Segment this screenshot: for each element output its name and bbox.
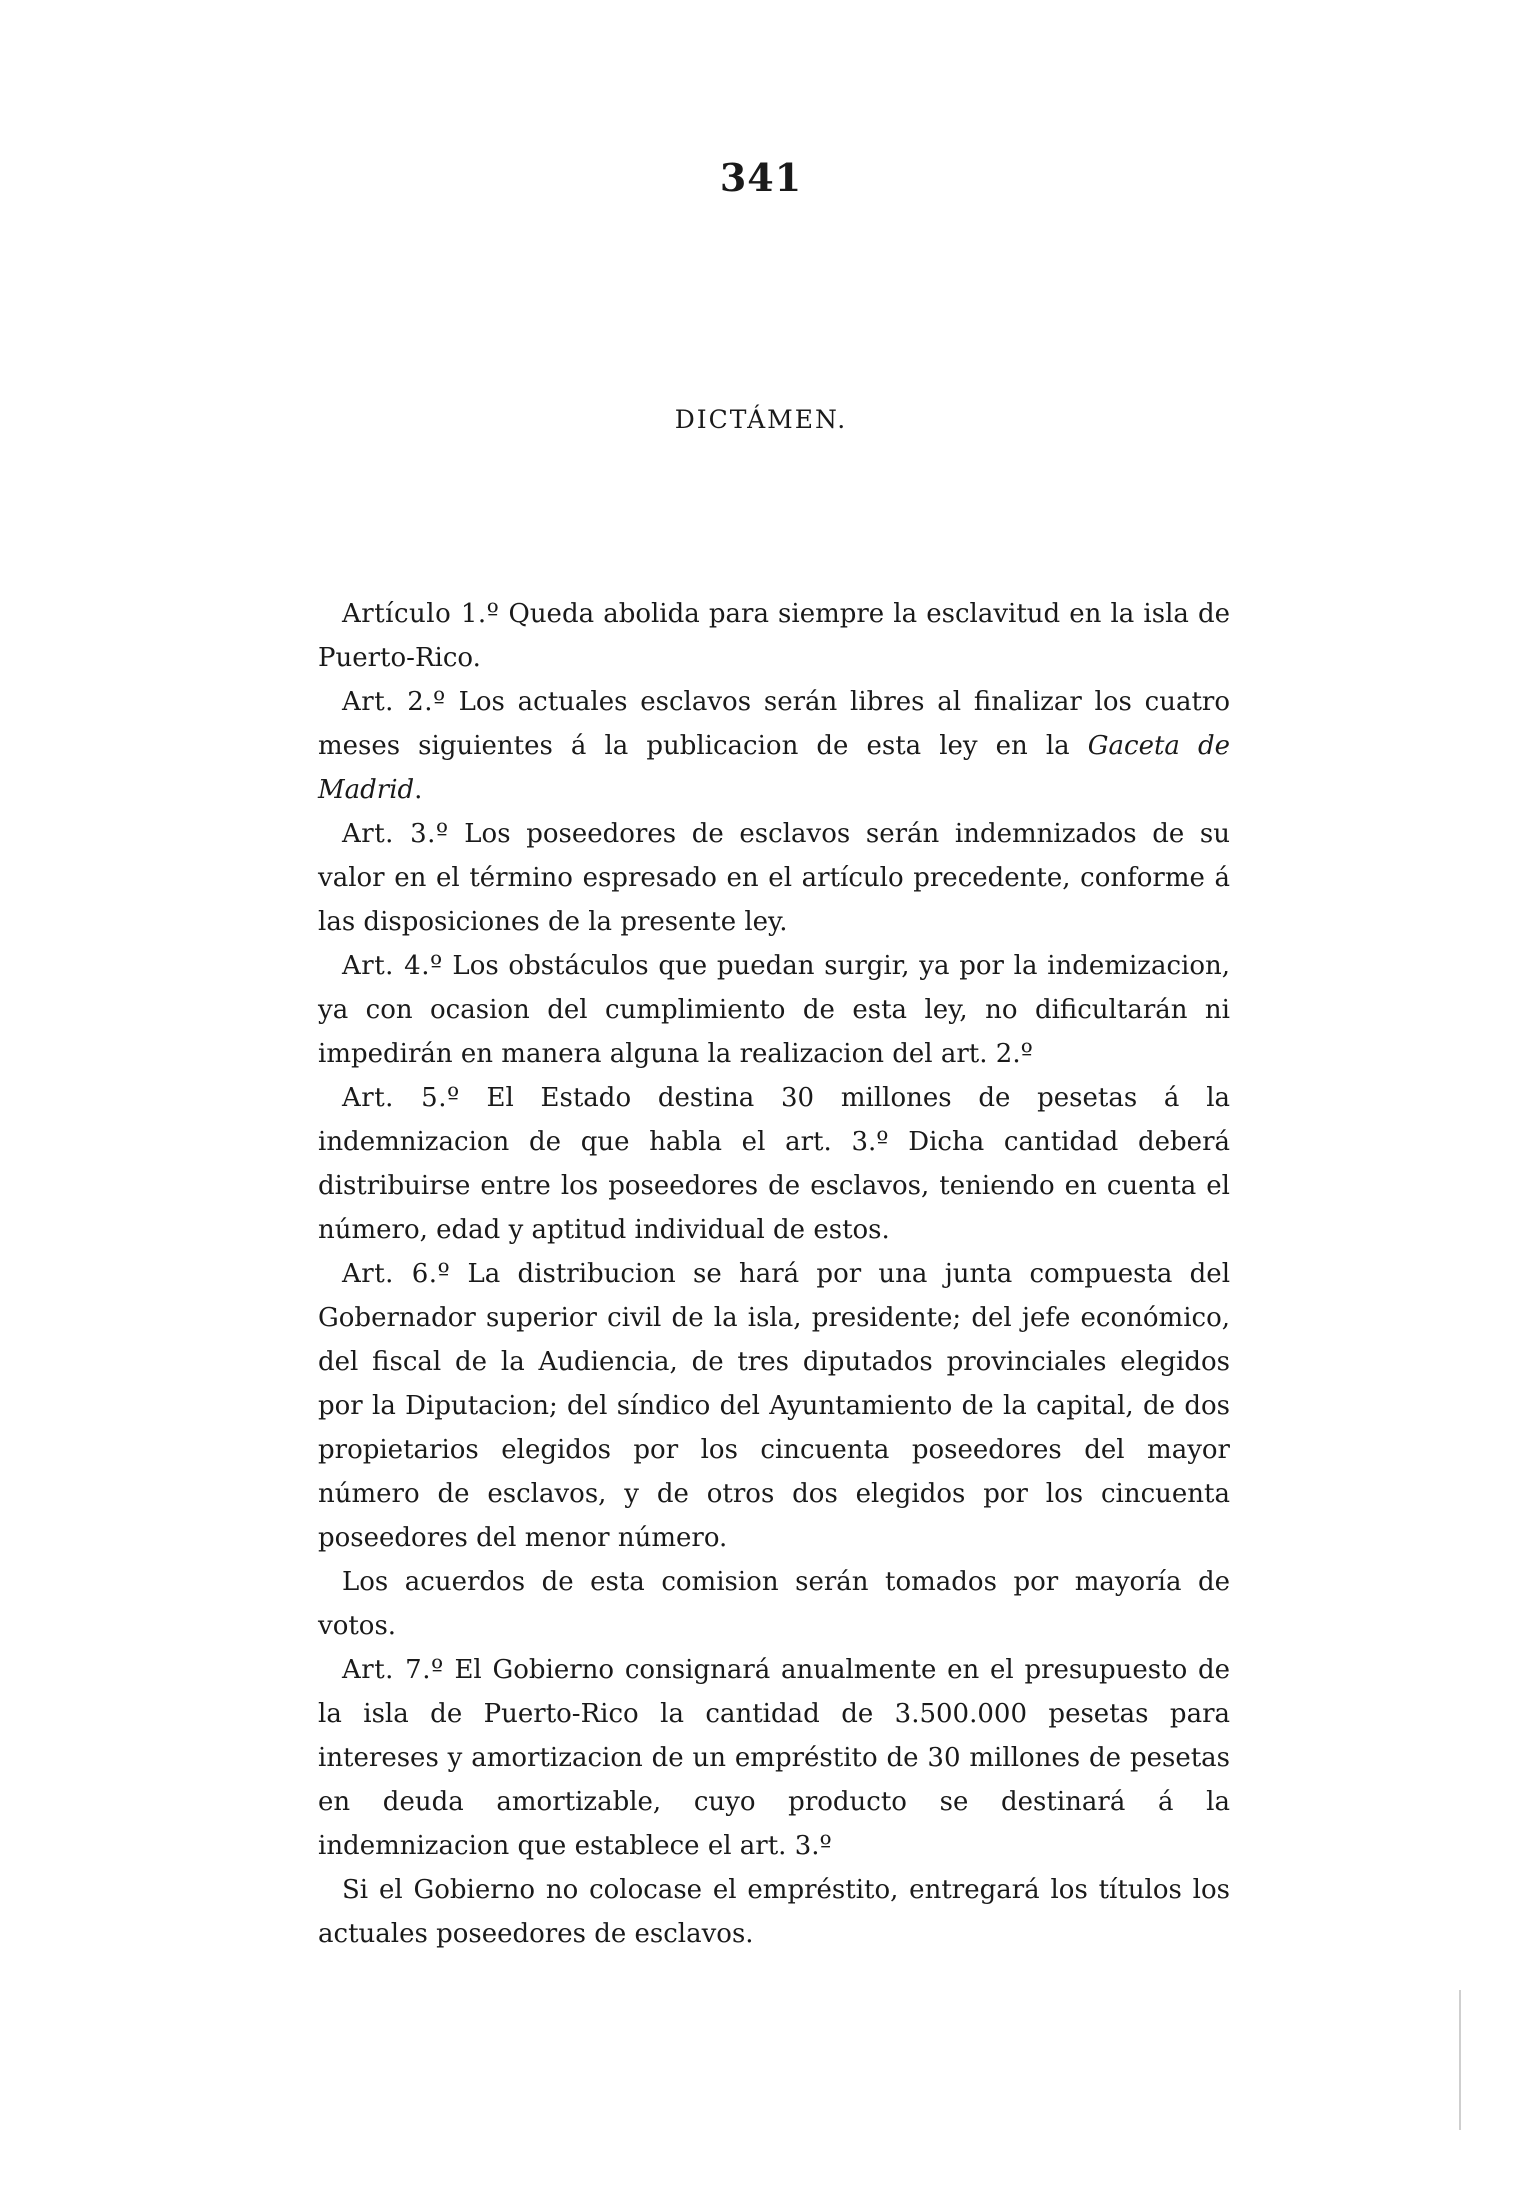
article-7-label: Art. 7.º (342, 1655, 444, 1685)
article-7 (318, 1648, 1230, 1868)
article-1-text: Queda abolida para siempre la esclavitud en la isla de Puerto-Rico. (318, 599, 1231, 673)
article-4-label: Art. 4.º (342, 951, 443, 981)
article-1-label: Artículo 1.º (342, 599, 500, 629)
page-number: 341 (719, 155, 803, 200)
article-5-label: Art. 5.º (342, 1083, 460, 1113)
document-body (318, 592, 1230, 1956)
paragraph-votes: Los acuerdos de esta comision serán tomados por mayoría de votos. (318, 1567, 1230, 1641)
article-3-label: Art. 3.º (342, 819, 449, 849)
scan-edge-mark (1459, 1990, 1461, 2130)
article-2-label: Art. 2.º (342, 687, 446, 717)
document-title: DICTÁMEN. (674, 405, 848, 434)
article-6-text: La distribucion se hará por una junta compuesta del Gobernador superior civil de la isla, presidente; del jefe económico, del fiscal de la Audiencia, de tres diputados provinciales elegidos por la Diputacion; del síndico del Ayuntamiento de la capital, de dos propietarios elegidos por los cincuenta poseedores del mayor número de esclavos, y de otros dos elegidos por los cincuenta poseedores del menor número. (318, 1259, 1231, 1553)
article-6 (318, 1252, 1230, 1560)
article-5-text: El Estado destina 30 millones de pesetas á la indemnizacion de que habla el art. 3.º Dicha cantidad deberá distribuirse entre los poseedores de esclavos, teniendo en cuenta el número, edad y aptitud individual de estos. (318, 1083, 1231, 1245)
article-3-text: Los poseedores de esclavos serán indemnizados de su valor en el término espresado en el artículo precedente, conforme á las disposiciones de la presente ley. (318, 819, 1230, 937)
article-7-text: El Gobierno consignará anualmente en el presupuesto de la isla de Puerto-Rico la cantidad de 3.500.000 pesetas para intereses y amortizacion de un empréstito de 30 millones de pesetas en deuda amortizable, cuyo producto se destinará á la indemnizacion que establece el art. 3.º (318, 1655, 1231, 1861)
article-6-label: Art. 6.º (342, 1259, 451, 1289)
article-1 (318, 592, 1230, 680)
article-2 (318, 680, 1230, 812)
paragraph-final: Si el Gobierno no colocase el empréstito, entregará los títulos los actuales poseedores de esclavos. (318, 1875, 1230, 1949)
article-2-text: Los actuales esclavos serán libres al finalizar los cuatro meses siguientes á la publicacion de esta ley en la (318, 687, 1231, 761)
article-4 (318, 944, 1230, 1076)
article-3 (318, 812, 1230, 944)
article-2-gazette-title: Gaceta de Madrid (318, 731, 1230, 805)
article-2-text-end: . (414, 775, 423, 805)
article-4-text: Los obstáculos que puedan surgir, ya por la indemizacion, ya con ocasion del cumplimiento de esta ley, no dificultarán ni impedirán en manera alguna la realizacion del art. 2.º (318, 951, 1231, 1069)
article-5 (318, 1076, 1230, 1252)
